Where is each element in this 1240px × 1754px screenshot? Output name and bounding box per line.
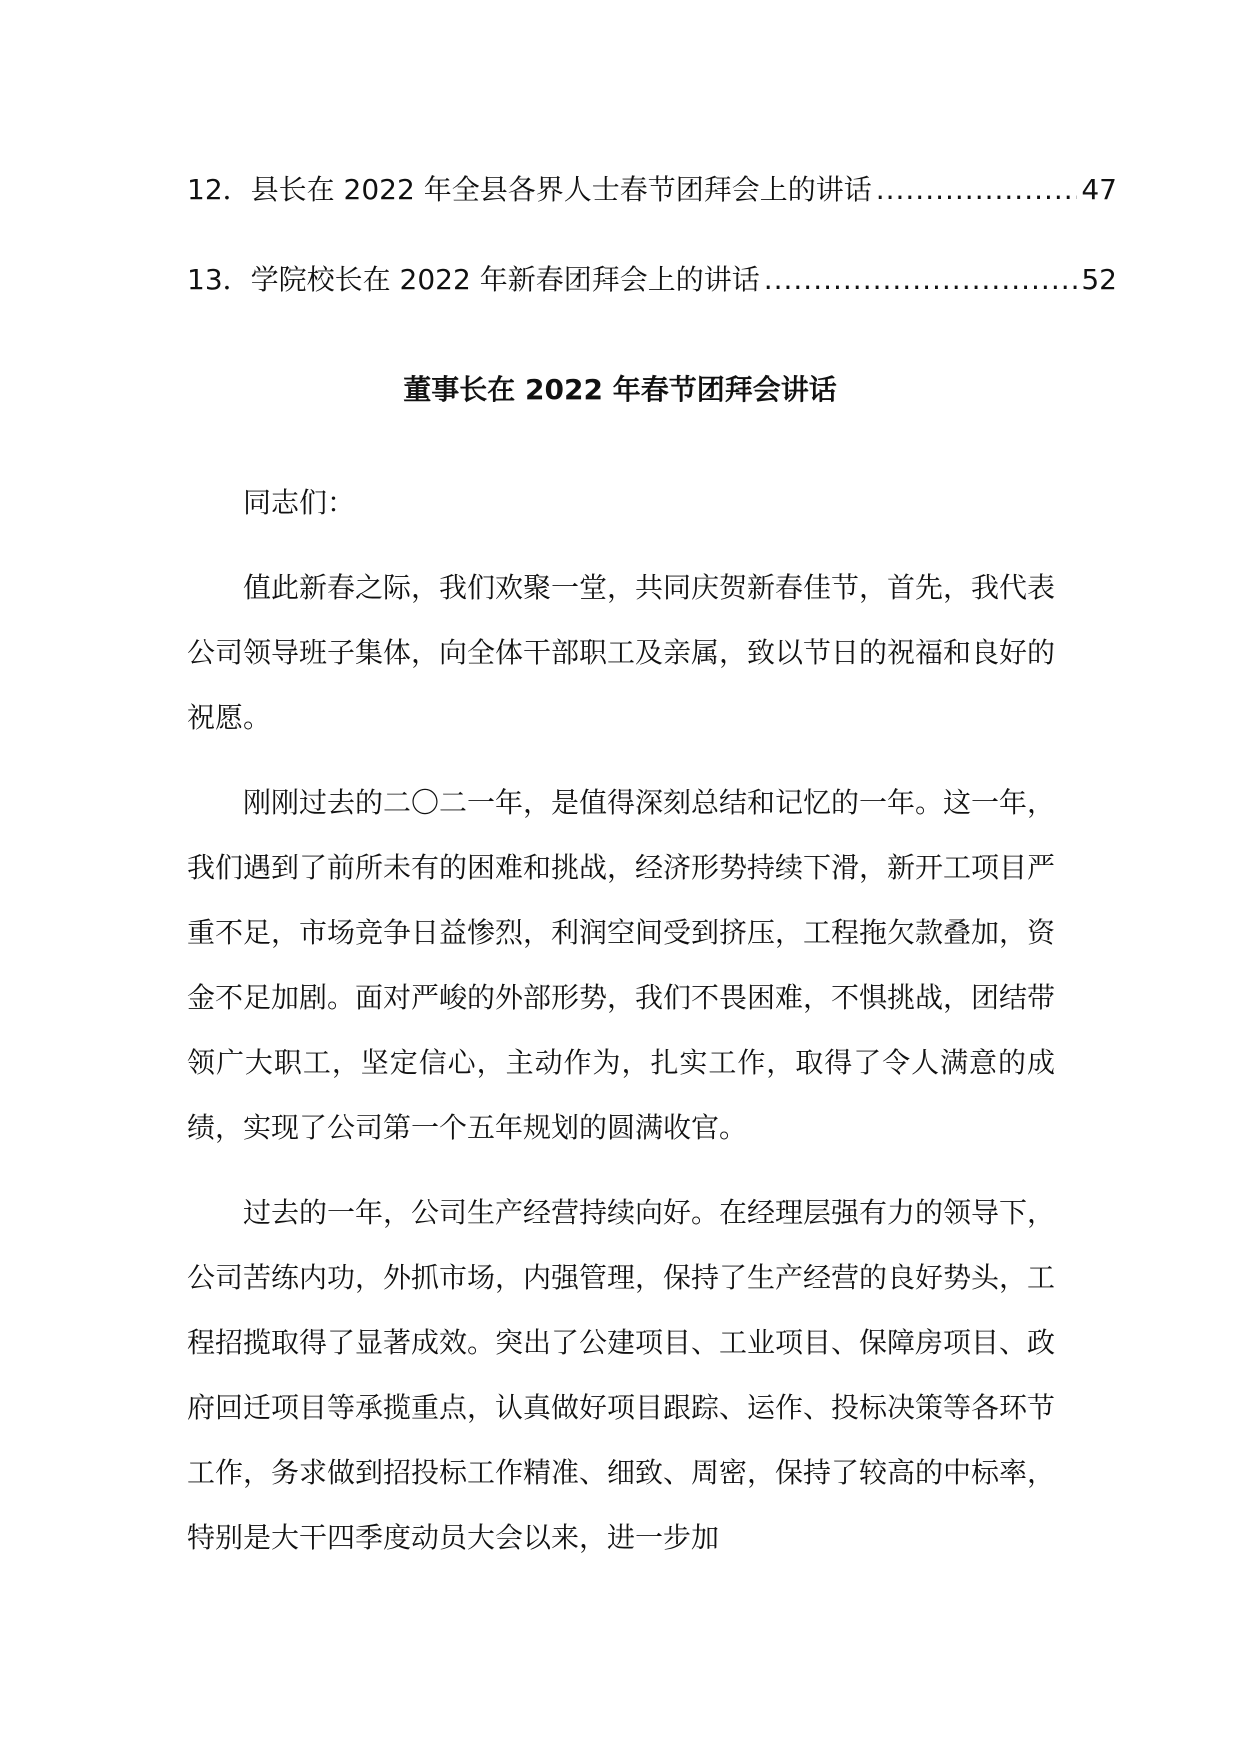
- paragraph: 值此新春之际，我们欢聚一堂，共同庆贺新春佳节，首先，我代表公司领导班子集体，向全体干部职工及亲属，致以节日的祝福和良好的祝愿。: [187, 571, 1056, 734]
- toc-entry-page: 47: [1081, 173, 1117, 206]
- paragraph: 刚刚过去的二〇二一年，是值得深刻总结和记忆的一年。这一年，我们遇到了前所未有的困难和挑战，经济形势持续下滑，新开工项目严重不足，市场竞争日益惨烈，利润空间受到挤压，工程拖欠款叠加，资金不足加剧。面对严峻的外部形势，我们不畏困难，不惧挑战，团结带领广大职工，坚定信心，主动作为，扎实工作，取得了令人满意的成绩，实现了公司第一个五年规划的圆满收官。: [187, 786, 1056, 1144]
- greeting: 同志们：: [243, 486, 356, 519]
- document-body: [187, 470, 1055, 1590]
- toc-leader-dots: [876, 170, 1078, 210]
- paragraph: 过去的一年，公司生产经营持续向好。在经理层强有力的领导下，公司苦练内功，外抓市场，内强管理，保持了生产经营的良好势头，工程招揽取得了显著成效。突出了公建项目、工业项目、保障房项目、政府回迁项目等承揽重点，认真做好项目跟踪、运作、投标决策等各环节工作，务求做到招投标工作精准、细致、周密，保持了较高的中标率，特别是大干四季度动员大会以来，进一步加: [187, 1196, 1056, 1554]
- toc-entry-title: 学院校长在 2022 年新春团拜会上的讲话: [250, 263, 760, 296]
- toc-entry[interactable]: [187, 170, 1117, 210]
- toc-entry[interactable]: [187, 260, 1117, 300]
- table-of-contents: [187, 170, 1117, 350]
- document-title: 董事长在 2022 年春节团拜会讲话: [403, 373, 837, 406]
- toc-entry-number: 13．: [187, 263, 251, 296]
- toc-entry-number: 12．: [187, 173, 251, 206]
- toc-leader-dots: [764, 260, 1078, 300]
- toc-entry-page: 52: [1081, 263, 1117, 296]
- toc-entry-title: 县长在 2022 年全县各界人士春节团拜会上的讲话: [250, 173, 872, 206]
